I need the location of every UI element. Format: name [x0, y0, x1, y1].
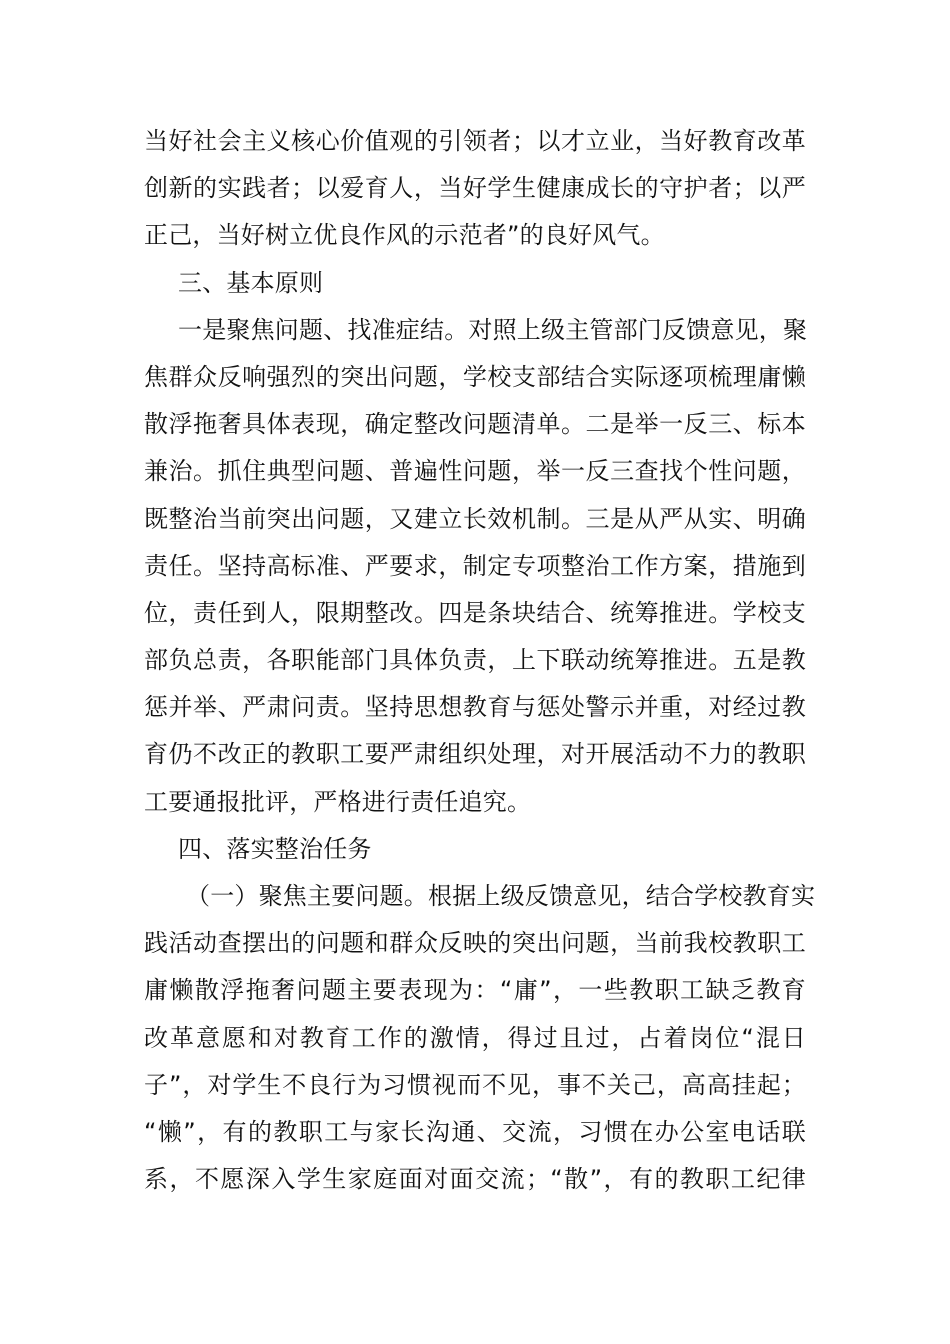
paragraph-2-line-11: 工要通报批评，严格进行责任追究。 [144, 787, 532, 816]
section-heading-3: 三、基本原则 [178, 268, 324, 297]
paragraph-1-line-2: 创新的实践者；以爱育人，当好学生健康成长的守护者；以严 [144, 174, 806, 203]
paragraph-2-line-2: 焦群众反响强烈的突出问题，学校支部结合实际逐项梳理庸懒 [144, 362, 806, 391]
paragraph-3-line-1: （一）聚焦主要问题。根据上级反馈意见，结合学校教育实 [186, 882, 816, 910]
paragraph-3-line-7: 系，不愿深入学生家庭面对面交流；“散”，有的教职工纪律 [144, 1165, 806, 1194]
paragraph-3-line-2: 践活动查摆出的问题和群众反映的突出问题，当前我校教职工 [144, 929, 806, 958]
paragraph-2-line-7: 位，责任到人，限期整改。四是条块结合、统筹推进。学校支 [144, 598, 806, 627]
paragraph-2-line-5: 既整治当前突出问题，又建立长效机制。三是从严从实、明确 [144, 504, 806, 533]
paragraph-1-line-1: 当好社会主义核心价值观的引领者；以才立业，当好教育改革 [144, 127, 806, 155]
paragraph-3-line-5: 子”，对学生不良行为习惯视而不见，事不关己，高高挂起； [144, 1070, 806, 1099]
paragraph-3-line-6: “懒”，有的教职工与家长沟通、交流，习惯在办公室电话联 [144, 1117, 806, 1146]
paragraph-2-line-4: 兼治。抓住典型问题、普遍性问题，举一反三查找个性问题， [144, 457, 806, 486]
paragraph-3-line-3: 庸懒散浮拖奢问题主要表现为：“庸”，一些教职工缺乏教育 [144, 976, 806, 1005]
paragraph-2-line-10: 育仍不改正的教职工要严肃组织处理，对开展活动不力的教职 [144, 740, 806, 769]
section-heading-4: 四、落实整治任务 [178, 834, 372, 863]
paragraph-2-line-3: 散浮拖奢具体表现，确定整改问题清单。二是举一反三、标本 [144, 410, 806, 439]
paragraph-1-line-3: 正己，当好树立优良作风的示范者”的良好风气。 [144, 221, 665, 250]
paragraph-3-line-4: 改革意愿和对教育工作的激情，得过且过，占着岗位“混日 [144, 1023, 806, 1052]
paragraph-2-line-9: 惩并举、严肃问责。坚持思想教育与惩处警示并重，对经过教 [144, 693, 806, 722]
paragraph-2-line-6: 责任。坚持高标准、严要求，制定专项整治工作方案，措施到 [144, 551, 806, 580]
document-body [144, 118, 816, 1203]
paragraph-2-line-1: 一是聚焦问题、找准症结。对照上级主管部门反馈意见，聚 [178, 315, 808, 344]
paragraph-2-line-8: 部负总责，各职能部门具体负责，上下联动统筹推进。五是教 [144, 646, 806, 675]
